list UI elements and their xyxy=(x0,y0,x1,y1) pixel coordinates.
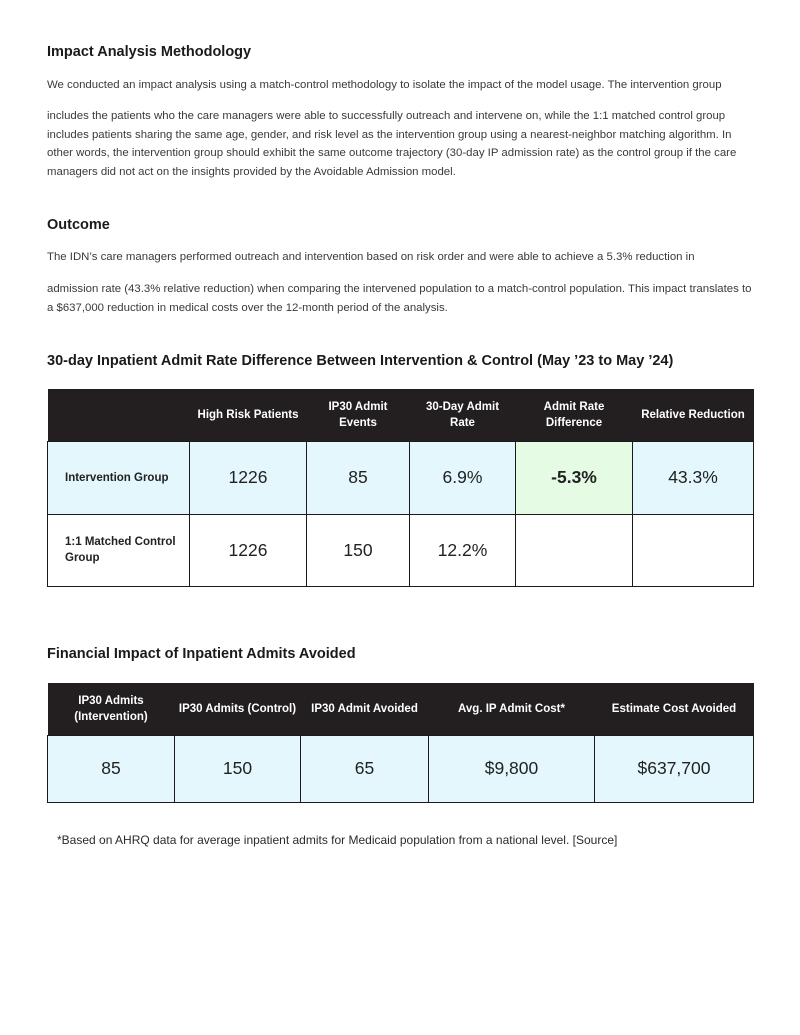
cell-admits-avoided: 65 xyxy=(301,735,429,802)
header-ip30-admit-avoided: IP30 Admit Avoided xyxy=(301,683,429,735)
header-relative-reduction: Relative Reduction xyxy=(633,389,754,441)
cell-events: 85 xyxy=(307,441,410,514)
admit-table-title: 30-day Inpatient Admit Rate Difference Between Intervention & Control (May ’23 to May ’24) xyxy=(47,353,674,369)
row-label-intervention: Intervention Group xyxy=(48,441,190,514)
outcome-paragraph-2: admission rate (43.3% relative reduction) when comparing the intervened population to a match-control population. This impact translates to a $637,000 reduction in medical costs over the 12-month period of the analysis. xyxy=(47,283,752,314)
cell-difference xyxy=(516,514,633,586)
table-row xyxy=(48,735,754,802)
methodology-paragraph-2: includes the patients who the care managers were able to successfully outreach and intervene on, while the 1:1 matched control group includes patients sharing the same age, gender, and risk level as the intervention group using a nearest-neighbor matching algorithm. In other words, the intervention group should exhibit the same outcome trajectory (30-day IP admission rate) as the control group if the care managers did not act on the insights provided by the Avoidable Admission model. xyxy=(47,110,737,178)
cell-high-risk: 1226 xyxy=(190,514,307,586)
header-high-risk-patients: High Risk Patients xyxy=(190,389,307,441)
cell-rate: 6.9% xyxy=(410,441,516,514)
header-ip30-admit-events: IP30 Admit Events xyxy=(307,389,410,441)
header-estimate-cost-avoided: Estimate Cost Avoided xyxy=(595,683,754,735)
cell-admits-control: 150 xyxy=(175,735,301,802)
cell-admits-intervention: 85 xyxy=(48,735,175,802)
header-admit-rate-difference: Admit Rate Difference xyxy=(516,389,633,441)
cell-relative: 43.3% xyxy=(633,441,754,514)
cell-avg-admit-cost: $9,800 xyxy=(429,735,595,802)
header-empty xyxy=(48,389,190,441)
financial-table-header-row xyxy=(48,683,754,735)
table-row xyxy=(48,514,754,586)
cell-high-risk: 1226 xyxy=(190,441,307,514)
financial-table-title: Financial Impact of Inpatient Admits Avoided xyxy=(47,646,356,662)
admit-rate-table xyxy=(47,389,754,587)
cell-cost-avoided: $637,700 xyxy=(595,735,754,802)
cell-events: 150 xyxy=(307,514,410,586)
financial-impact-table xyxy=(47,683,754,803)
row-label-control: 1:1 Matched Control Group xyxy=(48,514,190,586)
admit-table-header-row xyxy=(48,389,754,441)
header-30-day-admit-rate: 30-Day Admit Rate xyxy=(410,389,516,441)
methodology-heading: Impact Analysis Methodology xyxy=(47,44,252,60)
header-ip30-admits-intervention: IP30 Admits (Intervention) xyxy=(48,683,175,735)
cell-relative xyxy=(633,514,754,586)
methodology-paragraph-1: We conducted an impact analysis using a match-control methodology to isolate the impact of the model usage. The intervention group xyxy=(47,79,722,91)
footnote: *Based on AHRQ data for average inpatient admits for Medicaid population from a national level. [Source] xyxy=(57,833,618,847)
cell-difference: -5.3% xyxy=(516,441,633,514)
header-ip30-admits-control: IP30 Admits (Control) xyxy=(175,683,301,735)
table-row xyxy=(48,441,754,514)
cell-rate: 12.2% xyxy=(410,514,516,586)
outcome-paragraph-1: The IDN’s care managers performed outreach and intervention based on risk order and were able to achieve a 5.3% reduction in xyxy=(47,251,695,263)
outcome-heading: Outcome xyxy=(47,217,110,233)
header-avg-ip-admit-cost: Avg. IP Admit Cost* xyxy=(429,683,595,735)
